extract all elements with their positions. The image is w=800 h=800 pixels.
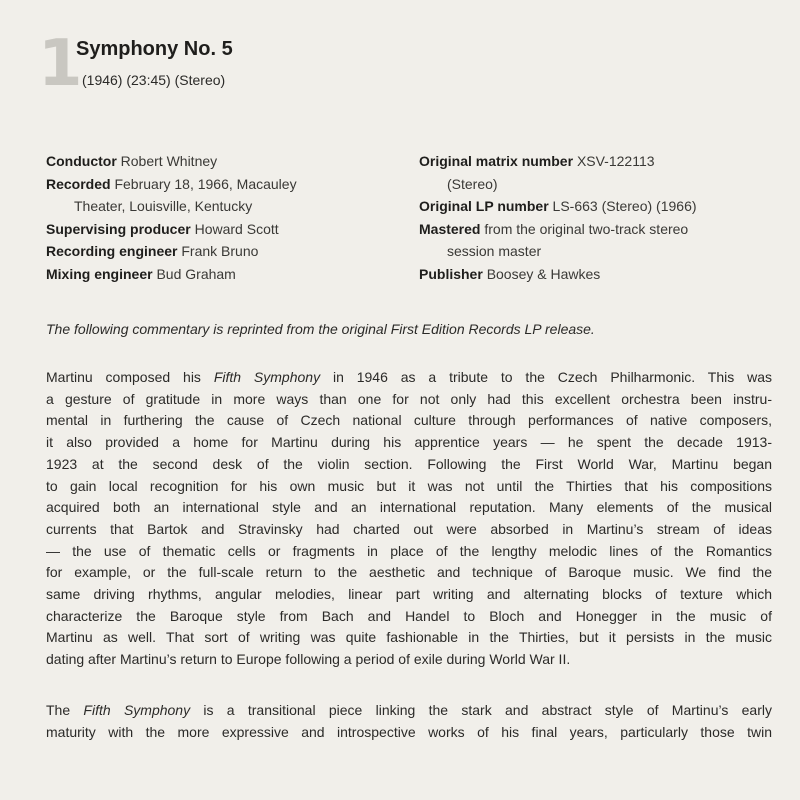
paragraph-line: [46, 367, 772, 389]
credit-value: LS-663 (Stereo) (1966): [552, 198, 697, 214]
work-title-italic: Fifth Symphony: [83, 702, 191, 718]
credit-value: Bud Graham: [156, 265, 236, 282]
credit-conductor: [46, 150, 396, 173]
credit-label: Original matrix number: [419, 153, 574, 169]
credit-lp-number: [419, 195, 779, 218]
credit-value: Frank Bruno: [181, 243, 259, 259]
credit-label: Recording engineer: [46, 243, 178, 259]
paragraph-line: — the use of thematic cells or fragments in place of the lengthy melodic lines of the Romantics: [46, 542, 772, 559]
commentary-paragraph: [46, 700, 772, 743]
commentary-note: The following commentary is reprinted from the original First Edition Records LP release.: [46, 321, 595, 337]
credit-value: from the original two-track stereo: [484, 220, 689, 237]
paragraph-line: acquired both an international style and an international reputation. Many elements of the musical: [46, 499, 772, 516]
credit-label: Publisher: [419, 265, 483, 282]
credit-value: Robert Whitney: [120, 153, 218, 169]
paragraph-line: a gesture of gratitude in more ways than one for not only had this excellent orchestra been instru-: [46, 390, 772, 407]
paragraph-line: characterize the Baroque style from Bach and Handel to Bloch and Honegger in the music of: [46, 607, 772, 624]
credit-label: Conductor: [46, 153, 117, 169]
credit-value: XSV-122113: [576, 153, 655, 169]
credit-recording-engineer: [46, 240, 396, 263]
work-subtitle: (1946) (23:45) (Stereo): [82, 72, 226, 88]
credit-label: Mastered: [419, 220, 481, 237]
credit-mixing-engineer: [46, 263, 396, 286]
paragraph-line: maturity with the more expressive and introspective works of his final years, particularly those twin: [46, 723, 772, 740]
work-title: Symphony No. 5: [76, 38, 233, 60]
paragraph-line: [46, 700, 772, 722]
text-run: is a transitional piece linking the stark and abstract style of Martinu’s early: [190, 702, 772, 718]
work-title-italic: Fifth Symphony: [213, 369, 321, 385]
credit-publisher: [419, 263, 779, 286]
paragraph-line: mental in furthering the cause of Czech national culture through performances of native composers,: [46, 412, 772, 429]
credit-label: Mixing engineer: [46, 265, 153, 282]
paragraph-line: Martinu as well. That sort of writing was quite fashionable in the Thirties, but it persists in the music: [46, 629, 772, 646]
credit-mastered: [419, 218, 779, 241]
credit-value: Boosey & Hawkes: [486, 265, 601, 282]
text-run: The: [46, 702, 84, 718]
paragraph-line: 1923 at the second desk of the violin section. Following the First World War, Martinu began: [46, 455, 772, 472]
paragraph-line: same driving rhythms, angular melodies, linear part writing and alternating blocks of texture which: [46, 586, 772, 603]
paragraph-line: to gain local recognition for his own music but it was not until the Thirties that his compositions: [46, 477, 772, 494]
credit-label: Recorded: [46, 175, 111, 192]
paragraph-line: it also provided a home for Martinu during his apprentice years — he spent the decade 1913-: [46, 434, 772, 451]
credit-label: Supervising producer: [46, 220, 191, 237]
credit-supervising-producer: [46, 218, 396, 241]
credit-recorded: [46, 173, 396, 196]
paragraph-line: for example, or the full-scale return to the aesthetic and technique of Baroque music. We find the: [46, 564, 772, 581]
commentary-paragraph: [46, 367, 772, 671]
text-run: Martinu composed his: [46, 369, 214, 385]
paragraph-line: dating after Martinu’s return to Europe following a period of exile during World War II.: [46, 651, 571, 668]
credit-continuation: (Stereo): [447, 175, 498, 192]
credits-right: [419, 150, 779, 285]
credit-continuation: Theater, Louisville, Kentucky: [74, 198, 253, 214]
credit-continuation: session master: [447, 243, 542, 259]
track-number: 1: [38, 27, 83, 101]
credit-value: Howard Scott: [194, 220, 279, 237]
credit-value: February 18, 1966, Macauley: [114, 175, 297, 192]
text-run: in 1946 as a tribute to the Czech Philharmonic. This was: [320, 369, 772, 385]
credit-matrix-number: [419, 150, 779, 173]
paragraph-line: currents that Bartok and Stravinsky had charted out were absorbed in Martinu’s stream of ideas: [46, 520, 772, 537]
credit-label: Original LP number: [419, 198, 549, 214]
credits-left: [46, 150, 396, 285]
